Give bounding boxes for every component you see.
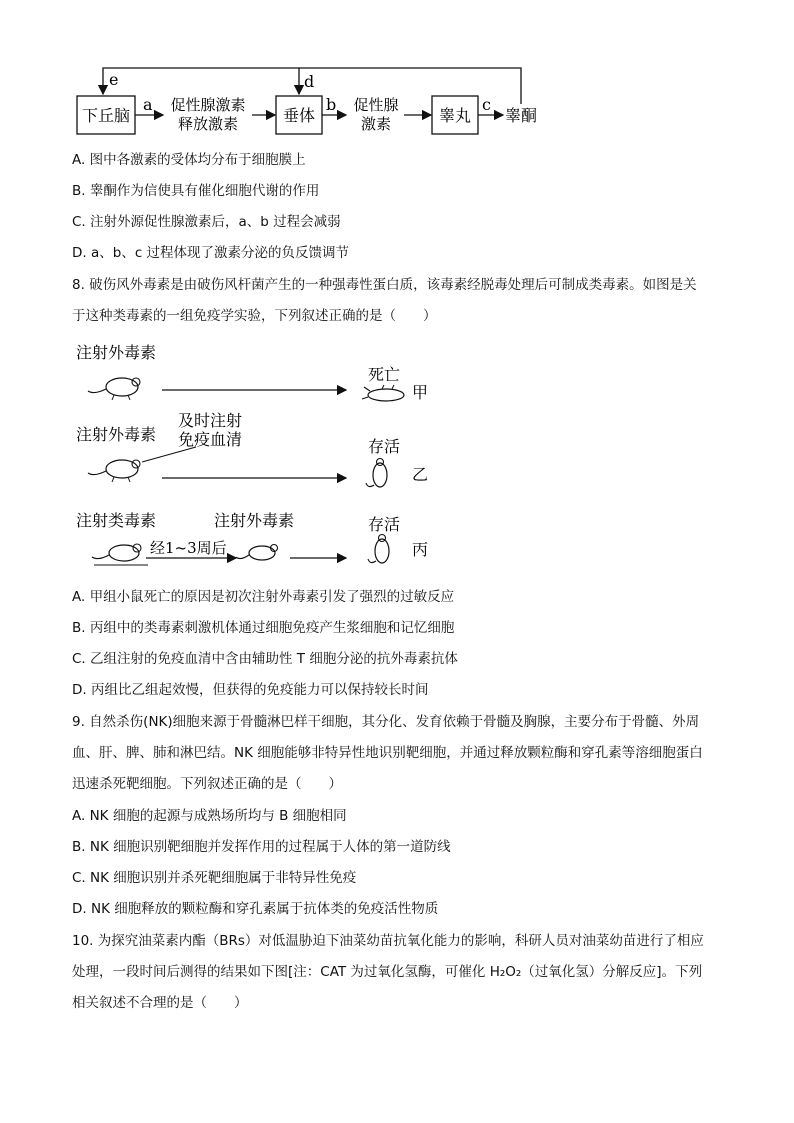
q9-option-d: D. NK 细胞释放的颗粒酶和穿孔素属于抗体类的免疫活性物质 [72,901,439,917]
label-a: a [143,95,153,114]
label-c: c [482,95,491,114]
grh-line1: 促性腺激素 [170,96,246,114]
row3-label2: 注射外毒素 [214,511,295,530]
pituitary-label: 垂体 [282,106,316,125]
row2-extra-line1: 及时注射 [178,411,243,430]
q9-stem-line1: 9. 自然杀伤(NK)细胞来源于骨髓淋巴样干细胞，其分化、发育依赖于骨髓及胸腺，主要分布于骨髓、外周 [72,714,700,730]
row2-label: 注射外毒素 [76,425,157,444]
q7-option-b: B. 睾酮作为信使具有催化细胞代谢的作用 [72,183,320,199]
alive-mouse-icon [366,459,387,488]
gth-line1: 促性腺 [353,96,399,114]
q8-option-a: A. 甲组小鼠死亡的原因是初次注射外毒素引发了强烈的过敏反应 [72,589,455,605]
q7-option-c: C. 注射外源促性腺激素后，a、b 过程会减弱 [72,214,341,230]
gth-line2: 激素 [360,115,392,133]
mouse-icon [92,544,141,561]
mouse-icon [88,460,140,482]
q8-option-b: B. 丙组中的类毒素刺激机体通过细胞免疫产生浆细胞和记忆细胞 [72,620,455,636]
q10-stem-line1: 10. 为探究油菜素内酯（BRs）对低温胁迫下油菜幼苗抗氧化能力的影响，科研人员对油菜幼苗进行了相应 [72,933,704,949]
hypothalamus-label: 下丘脑 [81,106,131,125]
q7-option-a: A. 图中各激素的受体均分布于细胞膜上 [72,152,306,168]
mouse-icon [236,545,278,561]
testosterone-label: 睾酮 [504,106,538,125]
q9-option-b: B. NK 细胞识别靶细胞并发挥作用的过程属于人体的第一道防线 [72,839,451,855]
q8-stem-line1: 8. 破伤风外毒素是由破伤风杆菌产生的一种强毒性蛋白质，该毒素经脱毒处理后可制成类毒素。如图是关 [72,277,697,293]
q9-stem-line3: 迅速杀死靶细胞。下列叙述正确的是（ ） [72,776,342,792]
q9-option-a: A. NK 细胞的起源与成熟场所均与 B 细胞相同 [72,808,347,824]
q9-option-c: C. NK 细胞识别并杀死靶细胞属于非特异性免疫 [72,870,357,886]
q10-stem-line2: 处理，一段时间后测得的结果如下图[注：CAT 为过氧化氢酶，可催化 H₂O₂（过氧化氢）分解反应]。下列 [72,964,703,980]
row1-label: 注射外毒素 [76,343,157,362]
label-b: b [326,95,337,114]
label-e: e [109,70,119,89]
row1-group: 甲 [412,383,429,402]
q8-option-c: C. 乙组注射的免疫血清中含由辅助性 T 细胞分泌的抗外毒素抗体 [72,651,458,667]
hormone-regulation-diagram [0,0,794,150]
row1-result: 死亡 [368,365,401,384]
q9-stem-line2: 血、肝、脾、肺和淋巴结。NK 细胞能够非特异性地识别靶细胞，并通过释放颗粒酶和穿孔素等溶细胞蛋白 [72,745,703,761]
q7-option-d: D. a、b、c 过程体现了激素分泌的负反馈调节 [72,245,350,261]
label-d: d [304,72,315,91]
q8-stem-line2: 于这种类毒素的一组免疫学实验，下列叙述正确的是（ ） [72,308,437,324]
immunology-experiment-figure [0,335,794,570]
row2-group: 乙 [412,465,429,484]
testis-label: 睾丸 [438,106,472,125]
serum-pointer-line [142,447,196,462]
grh-line2: 释放激素 [177,115,239,133]
row3-interval: 经1~3周后 [150,539,227,557]
row3-result: 存活 [368,515,401,534]
row3-label1: 注射类毒素 [76,511,157,530]
row3-group: 丙 [412,540,429,559]
q10-stem-line3: 相关叙述不合理的是（ ） [72,995,248,1011]
row2-extra-line2: 免疫血清 [178,430,243,449]
mouse-icon [88,378,140,400]
alive-mouse-icon [368,535,389,564]
q8-option-d: D. 丙组比乙组起效慢，但获得的免疫能力可以保持较长时间 [72,682,429,698]
row2-result: 存活 [368,437,401,456]
dead-mouse-icon [362,385,404,401]
